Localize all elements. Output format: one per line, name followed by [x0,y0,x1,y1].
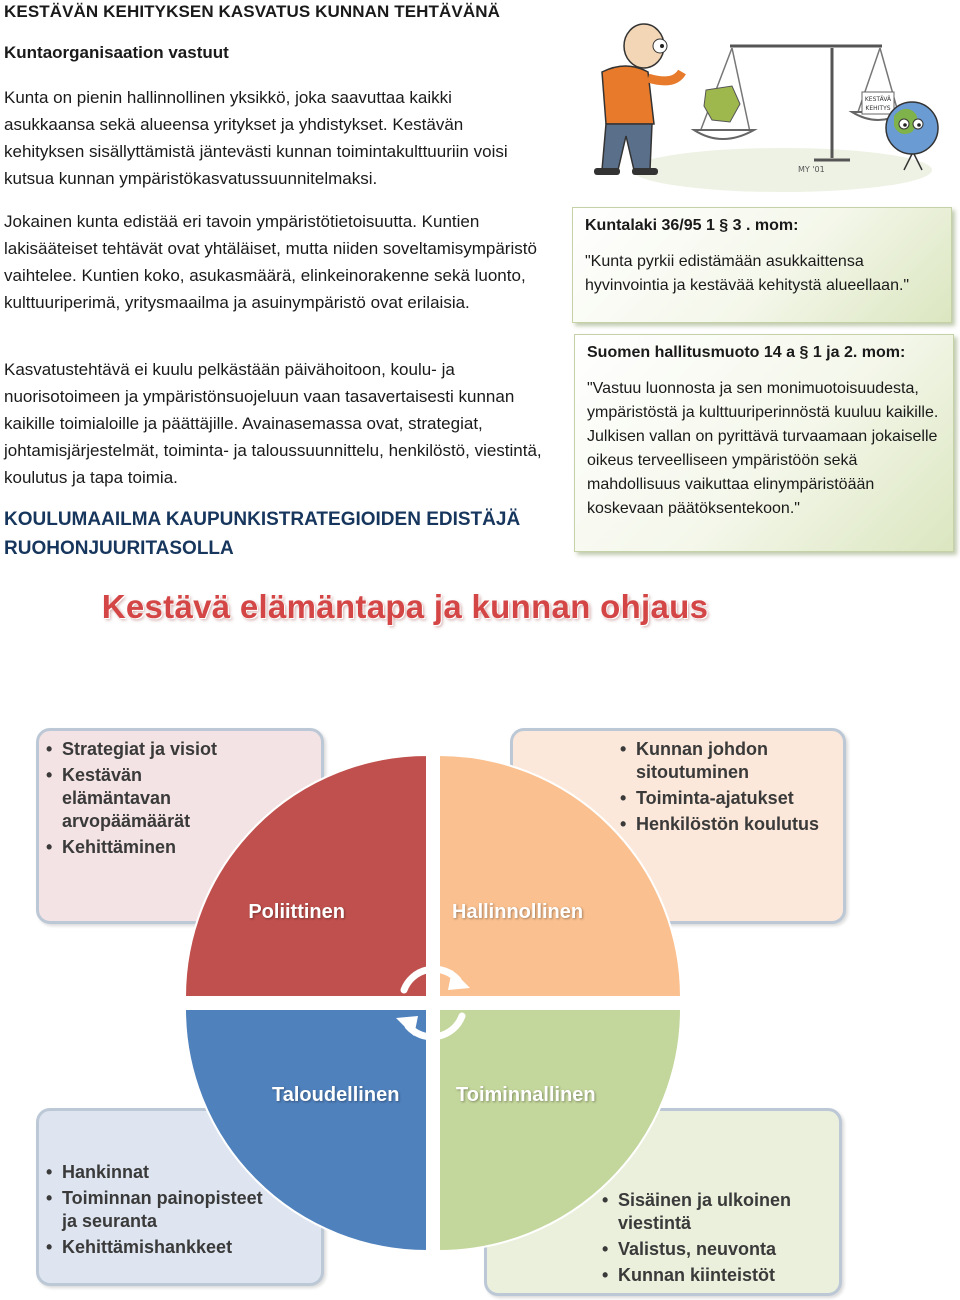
scale-label-line2: KEHITYS [865,105,891,112]
list-item: • Valistus, neuvonta [602,1238,832,1261]
list-item: • Kunnan johdon sitoutuminen [620,738,786,784]
quote-box-hallitusmuoto-title: Suomen hallitusmuoto 14 a § 1 ja 2. mom: [587,344,906,361]
list-item: • Kehittämishankkeet [46,1236,306,1259]
quadrant-label-toiminnallinen: Toiminnallinen [456,1084,596,1106]
quote-box-kuntalaki-text: "Kunta pyrkii edistämään asukkaittensa hyvinvointia ja kestävää kehitystä alueellaan." [585,253,910,294]
quadrant-label-hallinnollinen: Hallinnollinen [452,901,584,923]
list-toiminnallinen [602,1189,832,1290]
paragraph-3: Kasvatustehtävä ei kuulu pelkästään päivähoitoon, koulu- ja nuorisotoimeen ja ympäristönsuojeluun vaan tasavertaisesti kunnan kaikille toimialoille ja päättäjille. Avainasemassa ovat, strategiat, johtamisjärjestelmät, toiminta- ja taloussuunnittelu, henkilöstö, viestintä, koulutus ja tapa toimia. [4,360,542,487]
cartoon-signature: MY '01 [798,165,825,174]
diagram-title: Kestävä elämäntapa ja kunnan ohjaus [101,588,709,625]
paragraph-2: Jokainen kunta edistää eri tavoin ympäristötietoisuutta. Kuntien lakisääteiset tehtävät ovat yhtäläiset, mutta niiden soveltamisympäristö vaihtelee. Kuntien koko, asukasmäärä, elinkeinorakenne sekä luonto, kulttuuriperimä, yritysmaailma ja asuinympäristö ovat erilaisia. [4,212,537,312]
section-heading: KOULUMAAILMA KAUPUNKISTRATEGIOIDEN EDISTÄJÄ RUOHONJUURITASOLLA [4,509,521,559]
list-item: • Toiminta-ajatukset [620,787,830,810]
paragraph-1: Kunta on pienin hallinnollinen yksikkö, joka saavuttaa kaikki asukkaansa sekä alueensa yritykset ja yhdistykset. Kestävän kehityksen sisällyttämistä jäntevästi kunnan toimintakulttuuriin voisi kutsua kunnan ympäristökasvatussuunnitelmaksi. [4,88,508,188]
document-title: KESTÄVÄN KEHITYKSEN KASVATUS KUNNAN TEHTÄVÄNÄ [4,2,500,21]
list-poliittinen [46,738,306,862]
quote-box-hallitusmuoto-text: "Vastuu luonnosta ja sen monimuotoisuudesta, ympäristöstä ja kulttuuriperinnöstä kuuluu kaikille. Julkisen vallan on pyrittävä turvaamaan jokaiselle oikeus terveelliseen ympäristöön sekä mahdollisuus vaikuttaa elinympäristöään koskevaan päätöksentekoon." [587,380,939,517]
quadrant-label-poliittinen: Poliittinen [248,901,346,923]
list-item: • Kehittäminen [46,836,306,859]
list-hallinnollinen [620,738,830,839]
list-item: • Kestävän elämäntavan arvopäämäärät [46,764,212,833]
list-item: • Sisäinen ja ulkoinen viestintä [602,1189,808,1235]
list-item: • Hankinnat [46,1161,306,1184]
list-item: • Kunnan kiinteistöt [602,1264,832,1287]
quadrant-label-taloudellinen: Taloudellinen [272,1084,400,1106]
document-subtitle: Kuntaorganisaation vastuut [4,43,229,62]
scale-label-line1: KESTÄVÄ [864,96,892,103]
list-item: • Henkilöstön koulutus [620,813,830,836]
quote-box-kuntalaki-title: Kuntalaki 36/95 1 § 3 . mom: [585,217,799,234]
list-item: • Strategiat ja visiot [46,738,306,761]
list-item: • Toiminnan painopisteet ja seuranta [46,1187,272,1233]
list-taloudellinen [46,1161,306,1262]
